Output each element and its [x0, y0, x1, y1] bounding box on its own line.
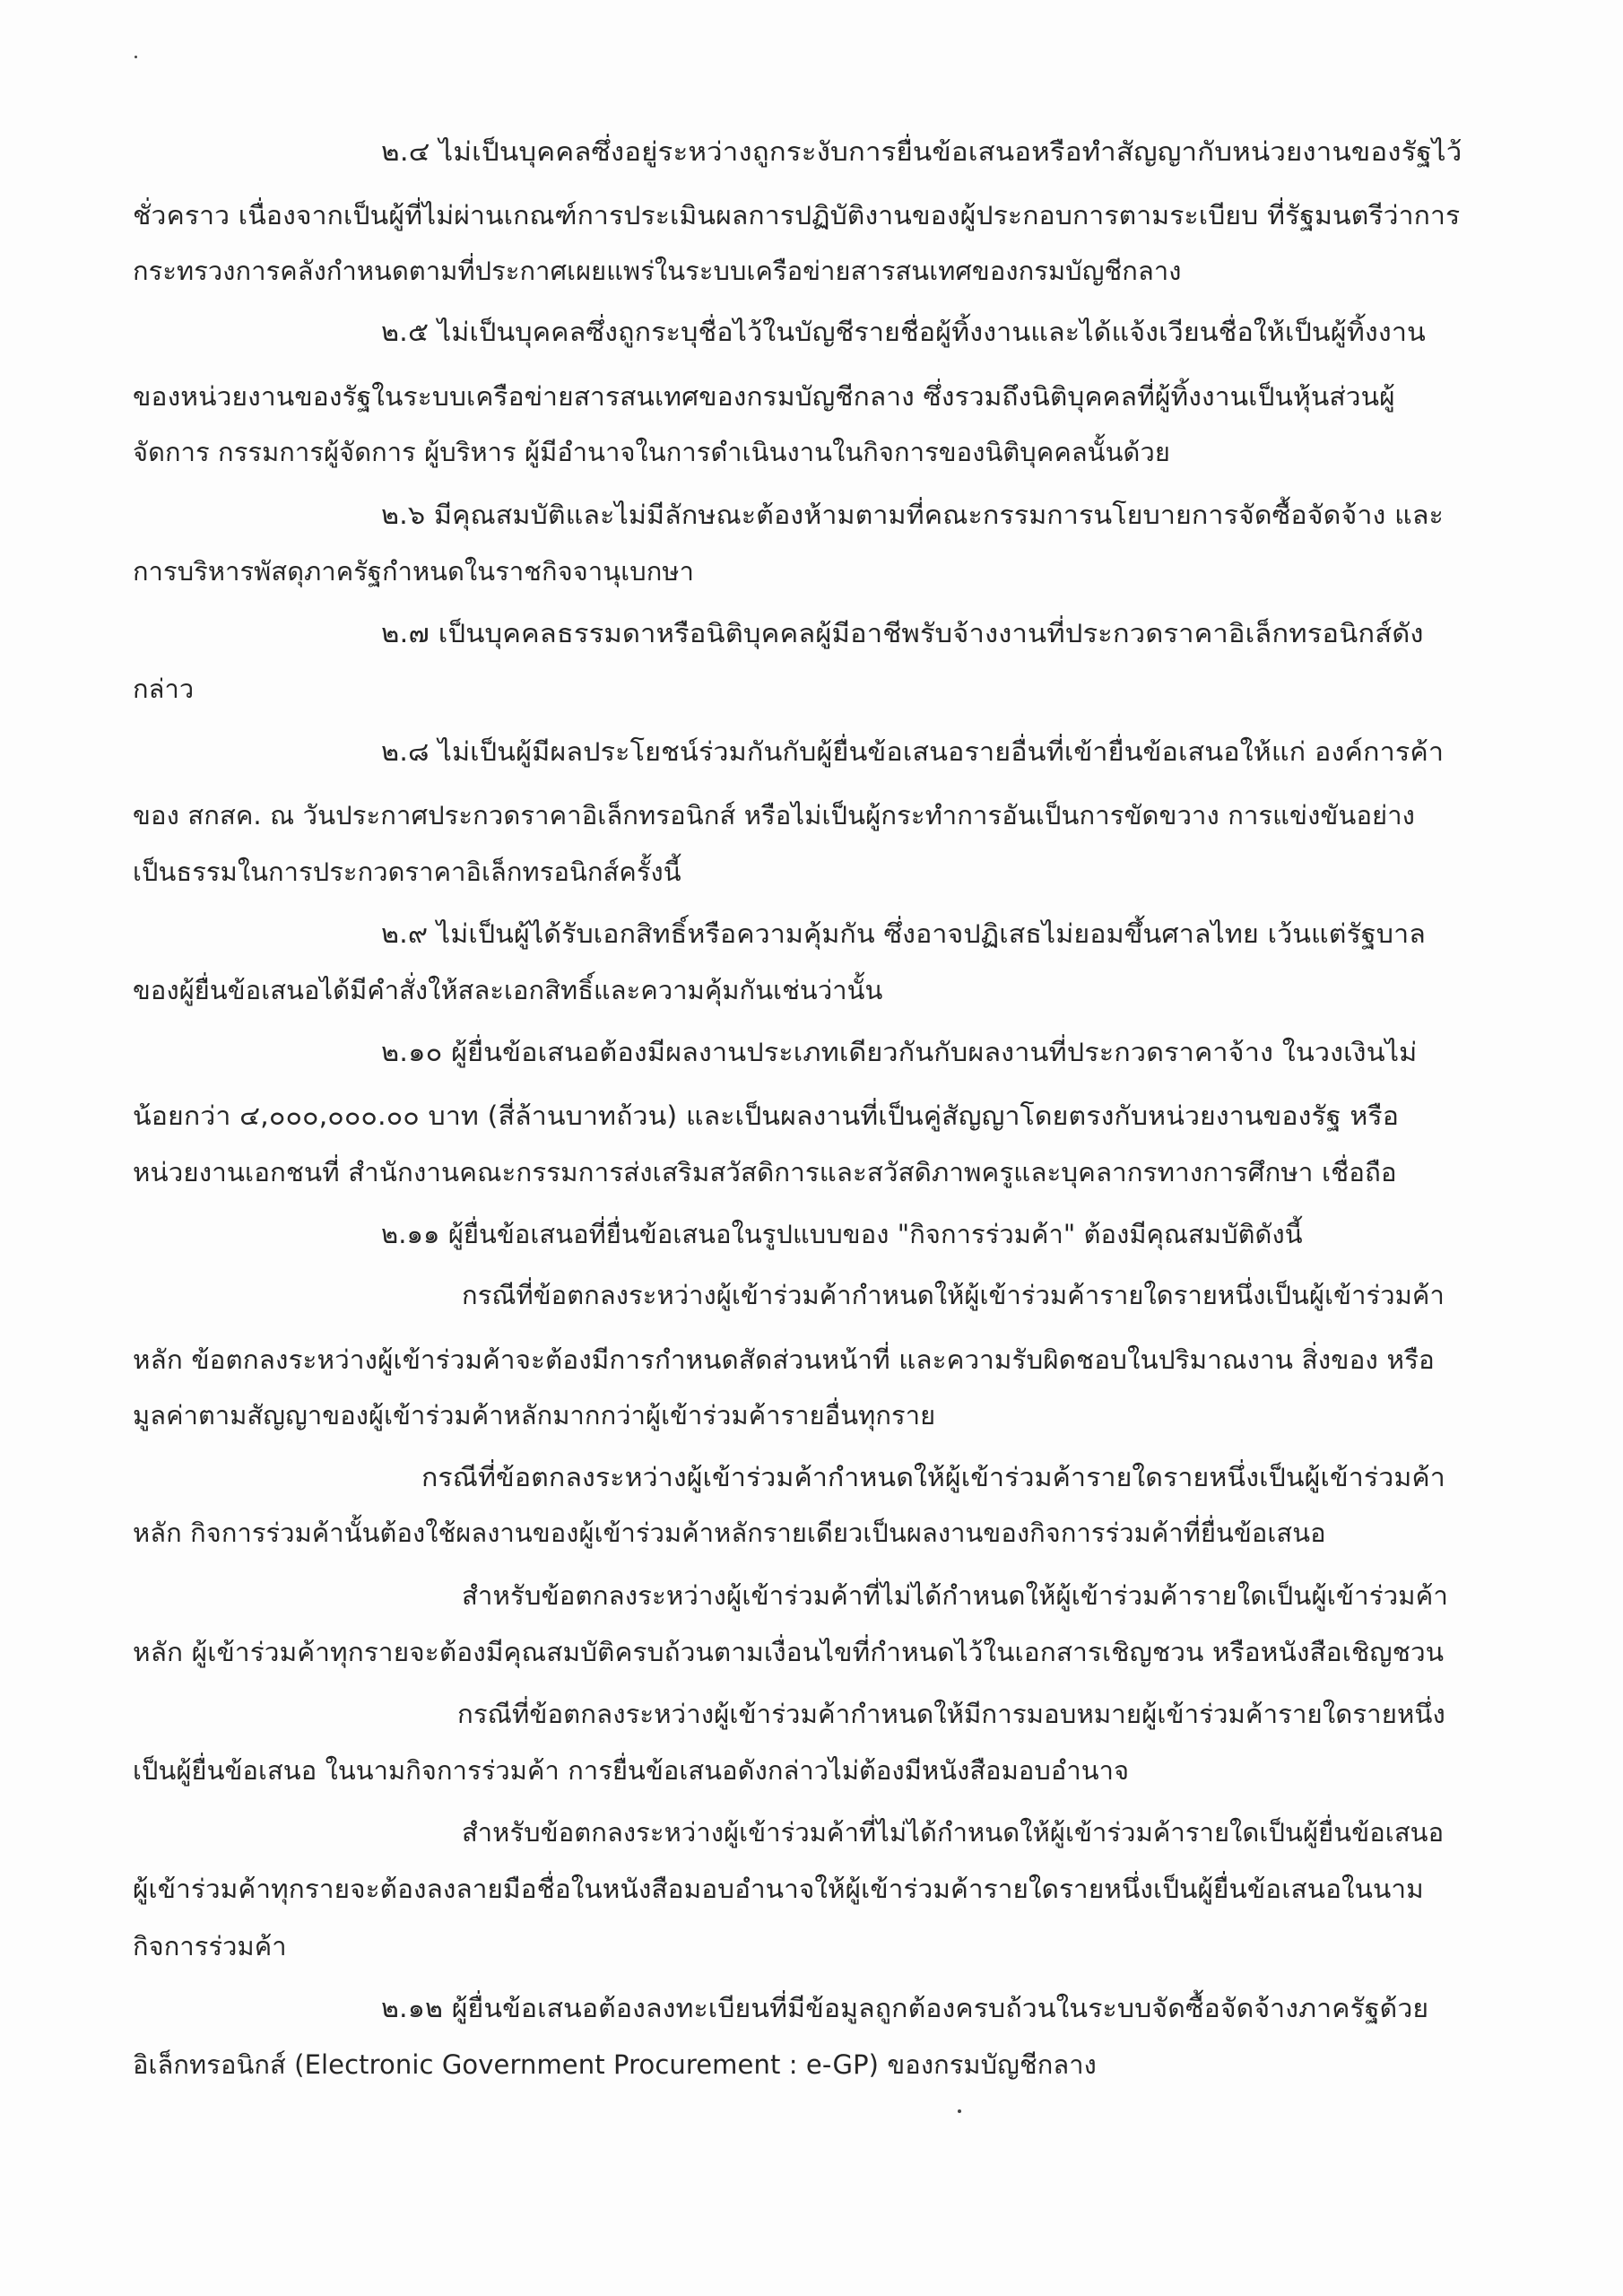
document-line: กรณีที่ข้อตกลงระหว่างผู้เข้าร่วมค้ากำหนดให้ผู้เข้าร่วมค้ารายใดรายหนึ่งเป็นผู้เข้าร่วมค้า [462, 1280, 1445, 1310]
document-line: กรณีที่ข้อตกลงระหว่างผู้เข้าร่วมค้ากำหนดให้มีการมอบหมายผู้เข้าร่วมค้ารายใดรายหนึ่ง [457, 1699, 1445, 1729]
document-line: ๒.๘ ไม่เป็นผู้มีผลประโยชน์ร่วมกันกับผู้ยื่นข้อเสนอรายอื่นที่เข้ายื่นข้อเสนอให้แก่ องค์การค้า [381, 736, 1445, 767]
document-line: หลัก ข้อตกลงระหว่างผู้เข้าร่วมค้าจะต้องมีการกำหนดสัดส่วนหน้าที่ และความรับผิดชอบในปริมาณงาน สิ่งของ หรือ [133, 1344, 1435, 1375]
document-line: เป็นผู้ยื่นข้อเสนอ ในนามกิจการร่วมค้า การยื่นข้อเสนอดังกล่าวไม่ต้องมีหนังสือมอบอำนาจ [133, 1755, 1130, 1786]
document-line: กล่าว [133, 674, 195, 704]
document-line: ของผู้ยื่นข้อเสนอได้มีคำสั่งให้สละเอกสิทธิ์และความคุ้มกันเช่นว่านั้น [133, 975, 883, 1005]
document-line: ผู้เข้าร่วมค้าทุกรายจะต้องลงลายมือชื่อในหนังสือมอบอำนาจให้ผู้เข้าร่วมค้ารายใดรายหนึ่งเป็นผู้ยื่นข้อเสนอในนาม [133, 1874, 1424, 1904]
document-line: หลัก ผู้เข้าร่วมค้าทุกรายจะต้องมีคุณสมบัติครบถ้วนตามเงื่อนไขที่กำหนดไว้ในเอกสารเชิญชวน หรือหนังสือเชิญชวน [133, 1637, 1445, 1667]
scan-speck [958, 2109, 961, 2113]
document-line: ๒.๖ มีคุณสมบัติและไม่มีลักษณะต้องห้ามตามที่คณะกรรมการนโยบายการจัดซื้อจัดจ้าง และ [381, 500, 1444, 530]
document-line: น้อยกว่า ๔,๐๐๐,๐๐๐.๐๐ บาท (สี่ล้านบาทถ้วน) และเป็นผลงานที่เป็นคู่สัญญาโดยตรงกับหน่วยงานของรัฐ หรือ [133, 1100, 1400, 1131]
document-line: ๒.๗ เป็นบุคคลธรรมดาหรือนิติบุคคลผู้มีอาชีพรับจ้างงานที่ประกวดราคาอิเล็กทรอนิกส์ดัง [381, 618, 1424, 648]
document-line: หน่วยงานเอกชนที่ สำนักงานคณะกรรมการส่งเสริมสวัสดิการและสวัสดิภาพครูและบุคลากรทางการศึกษา เชื่อถือ [133, 1157, 1397, 1187]
document-line: สำหรับข้อตกลงระหว่างผู้เข้าร่วมค้าที่ไม่ได้กำหนดให้ผู้เข้าร่วมค้ารายใดเป็นผู้เข้าร่วมค้า [462, 1580, 1448, 1611]
scan-speck [135, 56, 137, 58]
document-line: กิจการร่วมค้า [133, 1931, 287, 1961]
document-line: ๒.๔ ไม่เป็นบุคคลซึ่งอยู่ระหว่างถูกระงับการยื่นข้อเสนอหรือทำสัญญากับหน่วยงานของรัฐไว้ [381, 136, 1462, 167]
document-line: อิเล็กทรอนิกส์ (Electronic Government Procurement : e-GP) ของกรมบัญชีกลาง [133, 2049, 1097, 2080]
document-line: ๒.๑๒ ผู้ยื่นข้อเสนอต้องลงทะเบียนที่มีข้อมูลถูกต้องครบถ้วนในระบบจัดซื้อจัดจ้างภาครัฐด้วย [381, 1993, 1429, 2023]
document-line: การบริหารพัสดุภาครัฐกำหนดในราชกิจจานุเบกษา [133, 556, 694, 587]
document-line: เป็นธรรมในการประกวดราคาอิเล็กทรอนิกส์ครั้งนี้ [133, 857, 681, 887]
document-line: ๒.๕ ไม่เป็นบุคคลซึ่งถูกระบุชื่อไว้ในบัญชีรายชื่อผู้ทิ้งงานและได้แจ้งเวียนชื่อให้เป็นผู้ทิ้งงาน [381, 317, 1426, 347]
document-line: สำหรับข้อตกลงระหว่างผู้เข้าร่วมค้าที่ไม่ได้กำหนดให้ผู้เข้าร่วมค้ารายใดเป็นผู้ยื่นข้อเสนอ [462, 1817, 1445, 1848]
document-line: มูลค่าตามสัญญาของผู้เข้าร่วมค้าหลักมากกว่าผู้เข้าร่วมค้ารายอื่นทุกราย [133, 1400, 936, 1431]
document-line: ชั่วคราว เนื่องจากเป็นผู้ที่ไม่ผ่านเกณฑ์การประเมินผลการปฏิบัติงานของผู้ประกอบการตามระเบียบ ที่รัฐมนตรีว่าการ [133, 200, 1461, 230]
document-line: ของหน่วยงานของรัฐในระบบเครือข่ายสารสนเทศของกรมบัญชีกลาง ซึ่งรวมถึงนิติบุคคลที่ผู้ทิ้งงานเป็นหุ้นส่วนผู้ [133, 381, 1395, 412]
document-line: ๒.๑๐ ผู้ยื่นข้อเสนอต้องมีผลงานประเภทเดียวกันกับผลงานที่ประกวดราคาจ้าง ในวงเงินไม่ [381, 1037, 1418, 1067]
document-line: กรณีที่ข้อตกลงระหว่างผู้เข้าร่วมค้ากำหนดให้ผู้เข้าร่วมค้ารายใดรายหนึ่งเป็นผู้เข้าร่วมค้า [421, 1462, 1445, 1492]
document-line: หลัก กิจการร่วมค้านั้นต้องใช้ผลงานของผู้เข้าร่วมค้าหลักรายเดียวเป็นผลงานของกิจการร่วมค้าที่ยื่นข้อเสนอ [133, 1518, 1326, 1548]
document-line: ๒.๙ ไม่เป็นผู้ได้รับเอกสิทธิ์หรือความคุ้มกัน ซึ่งอาจปฏิเสธไม่ยอมขึ้นศาลไทย เว้นแต่รัฐบาล [381, 918, 1426, 949]
document-line: ๒.๑๑ ผู้ยื่นข้อเสนอที่ยื่นข้อเสนอในรูปแบบของ "กิจการร่วมค้า" ต้องมีคุณสมบัติดังนี้ [381, 1219, 1303, 1249]
document-line: กระทรวงการคลังกำหนดตามที่ประกาศเผยแพร่ในระบบเครือข่ายสารสนเทศของกรมบัญชีกลาง [133, 256, 1182, 286]
document-line: จัดการ กรรมการผู้จัดการ ผู้บริหาร ผู้มีอำนาจในการดำเนินงานในกิจการของนิติบุคคลนั้นด้วย [133, 437, 1170, 467]
document-line: ของ สกสค. ณ วันประกาศประกวดราคาอิเล็กทรอนิกส์ หรือไม่เป็นผู้กระทำการอันเป็นการขัดขวาง การแข่งขันอย่าง [133, 800, 1416, 831]
